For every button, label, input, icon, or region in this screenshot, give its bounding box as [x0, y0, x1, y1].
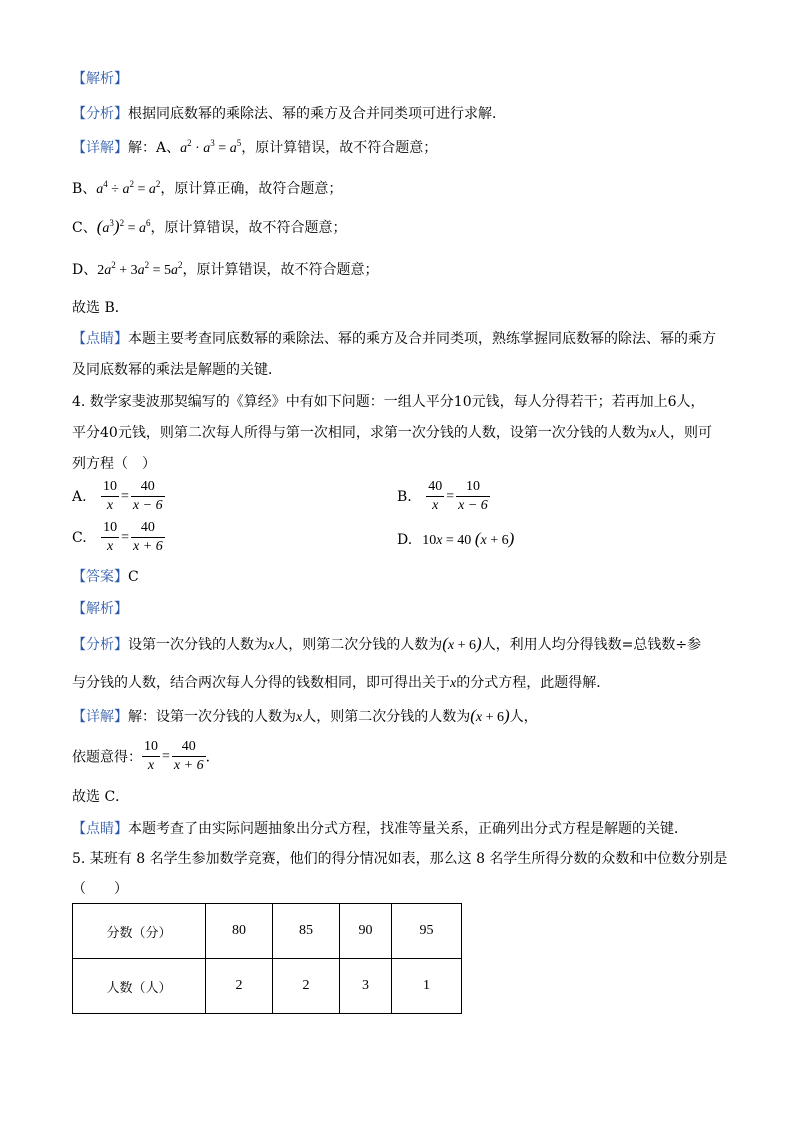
table-cell: 3 — [340, 959, 392, 1014]
fraction: $\frac{40}{x}$ — [428, 479, 443, 513]
option-label: C. — [72, 529, 87, 546]
q3-choose: 故选 B． — [72, 300, 129, 316]
q3-dianjing-line1 — [72, 328, 716, 348]
xiangjie-tag: 【详解】 — [72, 709, 128, 725]
fraction: $\frac{10}{x}$ — [144, 739, 158, 773]
dianjing-tag: 【点睛】 — [72, 821, 128, 837]
q3-detail-line — [72, 137, 437, 157]
option-d-expression: 10x = 40 (x + 6) — [422, 529, 515, 548]
variable-x: x — [450, 676, 457, 691]
fraction: $\frac{40}{x + 6}$ — [133, 520, 163, 554]
fraction: $\frac{10}{x - 6}$ — [458, 479, 488, 513]
q3-option-b — [72, 178, 342, 198]
table-row — [73, 959, 462, 1014]
option-d-label: D、 — [72, 262, 98, 278]
table-cell: 2 — [273, 959, 340, 1014]
fenxi-text: 根据同底数幂的乘除法、幂的乘方及合并同类项可进行求解． — [128, 106, 506, 122]
option-b-label: B、 — [72, 181, 97, 197]
q4-option-d[interactable] — [397, 529, 514, 549]
q3-analysis-line — [72, 103, 506, 123]
dianjing-text-1: 本题主要考查同底数幂的乘除法、幂的乘方及合并同类项，熟练掌握同底数幂的除法、幂的乘方 — [128, 331, 716, 347]
q4-fenxi-line2: 与分钱的人数，结合两次每人分得的钱数相同，即可得出关于x的分式方程，此题得解． — [72, 675, 611, 691]
q4-fenxi-line1: 【分析】设第一次分钱的人数为x人，则第二次分钱的人数为(x + 6)人，利用人均分得钱数=总钱数÷参 — [72, 634, 702, 653]
q4-equation-line: 依题意得： $\frac{10}{x}$ = $\frac{40}{x + 6}$ ． — [72, 739, 220, 773]
option-label: B. — [397, 488, 412, 505]
analysis-tag: 【解析】 — [72, 71, 128, 87]
table-header-cell: 分数（分） — [73, 904, 206, 959]
q4-stem-line3: 列方程（ ） — [72, 456, 156, 472]
table-cell: 95 — [392, 904, 462, 959]
option-a-math: $a^2 \cdot a^3 = a^5$ — [180, 138, 242, 156]
q4-stem-line2 — [72, 422, 712, 442]
option-label: D. — [397, 532, 413, 548]
xiangjie-text: 解：A、 — [128, 140, 181, 156]
q3-option-d — [72, 259, 379, 279]
answer-value: C — [128, 569, 139, 585]
fraction: $\frac{10}{x}$ — [103, 520, 118, 554]
table-header-cell: 人数（人） — [73, 959, 206, 1014]
fraction: $\frac{40}{x + 6}$ — [173, 739, 204, 773]
option-c-math: $(a^3)^2 = a^6$ — [96, 217, 151, 236]
fraction: $\frac{40}{x - 6}$ — [132, 479, 163, 513]
answer-tag: 【答案】 — [72, 569, 128, 585]
q4-xiangjie-line: 【详解】解：设第一次分钱的人数为x人，则第二次分钱的人数为(x + 6)人， — [72, 706, 538, 725]
q4-option-b[interactable]: B. $\frac{40}{x}$ = $\frac{10}{x - 6}$ — [397, 479, 488, 513]
q4-option-a[interactable]: A. $\frac{10}{x}$ = $\frac{40}{x - 6}$ — [72, 479, 163, 513]
fenxi-tag: 【分析】 — [72, 637, 128, 653]
q4-stem-text: 平分40元钱，则第二次每人所得与第一次相同，求第一次分钱的人数，设第一次分钱的人数为 — [72, 425, 650, 441]
q3-option-c — [72, 217, 346, 237]
fenxi-tag: 【分析】 — [72, 106, 128, 122]
option-d-math: $2a^2 + 3a^2 = 5a^2$ — [97, 260, 183, 278]
score-table — [72, 903, 462, 1014]
q4-answer — [72, 566, 139, 586]
variable-x: x — [296, 710, 303, 725]
xiangjie-tag: 【详解】 — [72, 140, 128, 156]
table-cell: 80 — [206, 904, 273, 959]
q4-variable: x — [649, 426, 657, 441]
option-c-comment: ，原计算错误，故不符合题意； — [150, 220, 347, 236]
expr-x-plus-6: (x + 6) — [442, 634, 482, 653]
option-d-comment: ，原计算错误，故不符合题意； — [182, 262, 379, 278]
fraction: $\frac{10}{x}$ — [103, 479, 118, 513]
q5-stem-line1: 5. 某班有 8 名学生参加数学竞赛，他们的得分情况如表，那么这 8 名学生所得分数的众数和中位数分别是 — [72, 851, 728, 867]
option-b-comment: ，原计算正确，故符合题意； — [160, 181, 343, 197]
option-c-label: C、 — [72, 220, 97, 236]
q3-dianjing-line2: 及同底数幂的乘法是解题的关键． — [72, 362, 282, 378]
table-cell: 85 — [273, 904, 340, 959]
q4-analysis-tag: 【解析】 — [72, 601, 128, 617]
table-cell: 1 — [392, 959, 462, 1014]
variable-x: x — [268, 638, 275, 653]
q4-dianjing: 【点睛】本题考查了由实际问题抽象出分式方程，找准等量关系，正确列出分式方程是解题的关键． — [72, 821, 688, 837]
q4-stem-text-end: 人，则可 — [656, 425, 713, 441]
option-label: A. — [72, 488, 87, 505]
expr-x-plus-6: (x + 6) — [470, 706, 510, 725]
table-cell: 90 — [340, 904, 392, 959]
q4-option-c[interactable]: C. $\frac{10}{x}$ = $\frac{40}{x + 6}$ — [72, 520, 163, 554]
option-b-math: $a^4 \div a^2 = a^2$ — [96, 179, 161, 197]
q4-choose: 故选 C． — [72, 789, 130, 805]
q4-stem-line1: 4. 数学家斐波那契编写的《算经》中有如下问题：一组人平分10元钱，每人分得若干；若再加上6人， — [72, 394, 705, 410]
q5-stem-line2: （ ） — [72, 881, 128, 897]
dianjing-tag: 【点睛】 — [72, 331, 128, 347]
option-a-comment: ，原计算错误，故不符合题意； — [241, 140, 438, 156]
table-cell: 2 — [206, 959, 273, 1014]
table-row — [73, 904, 462, 959]
